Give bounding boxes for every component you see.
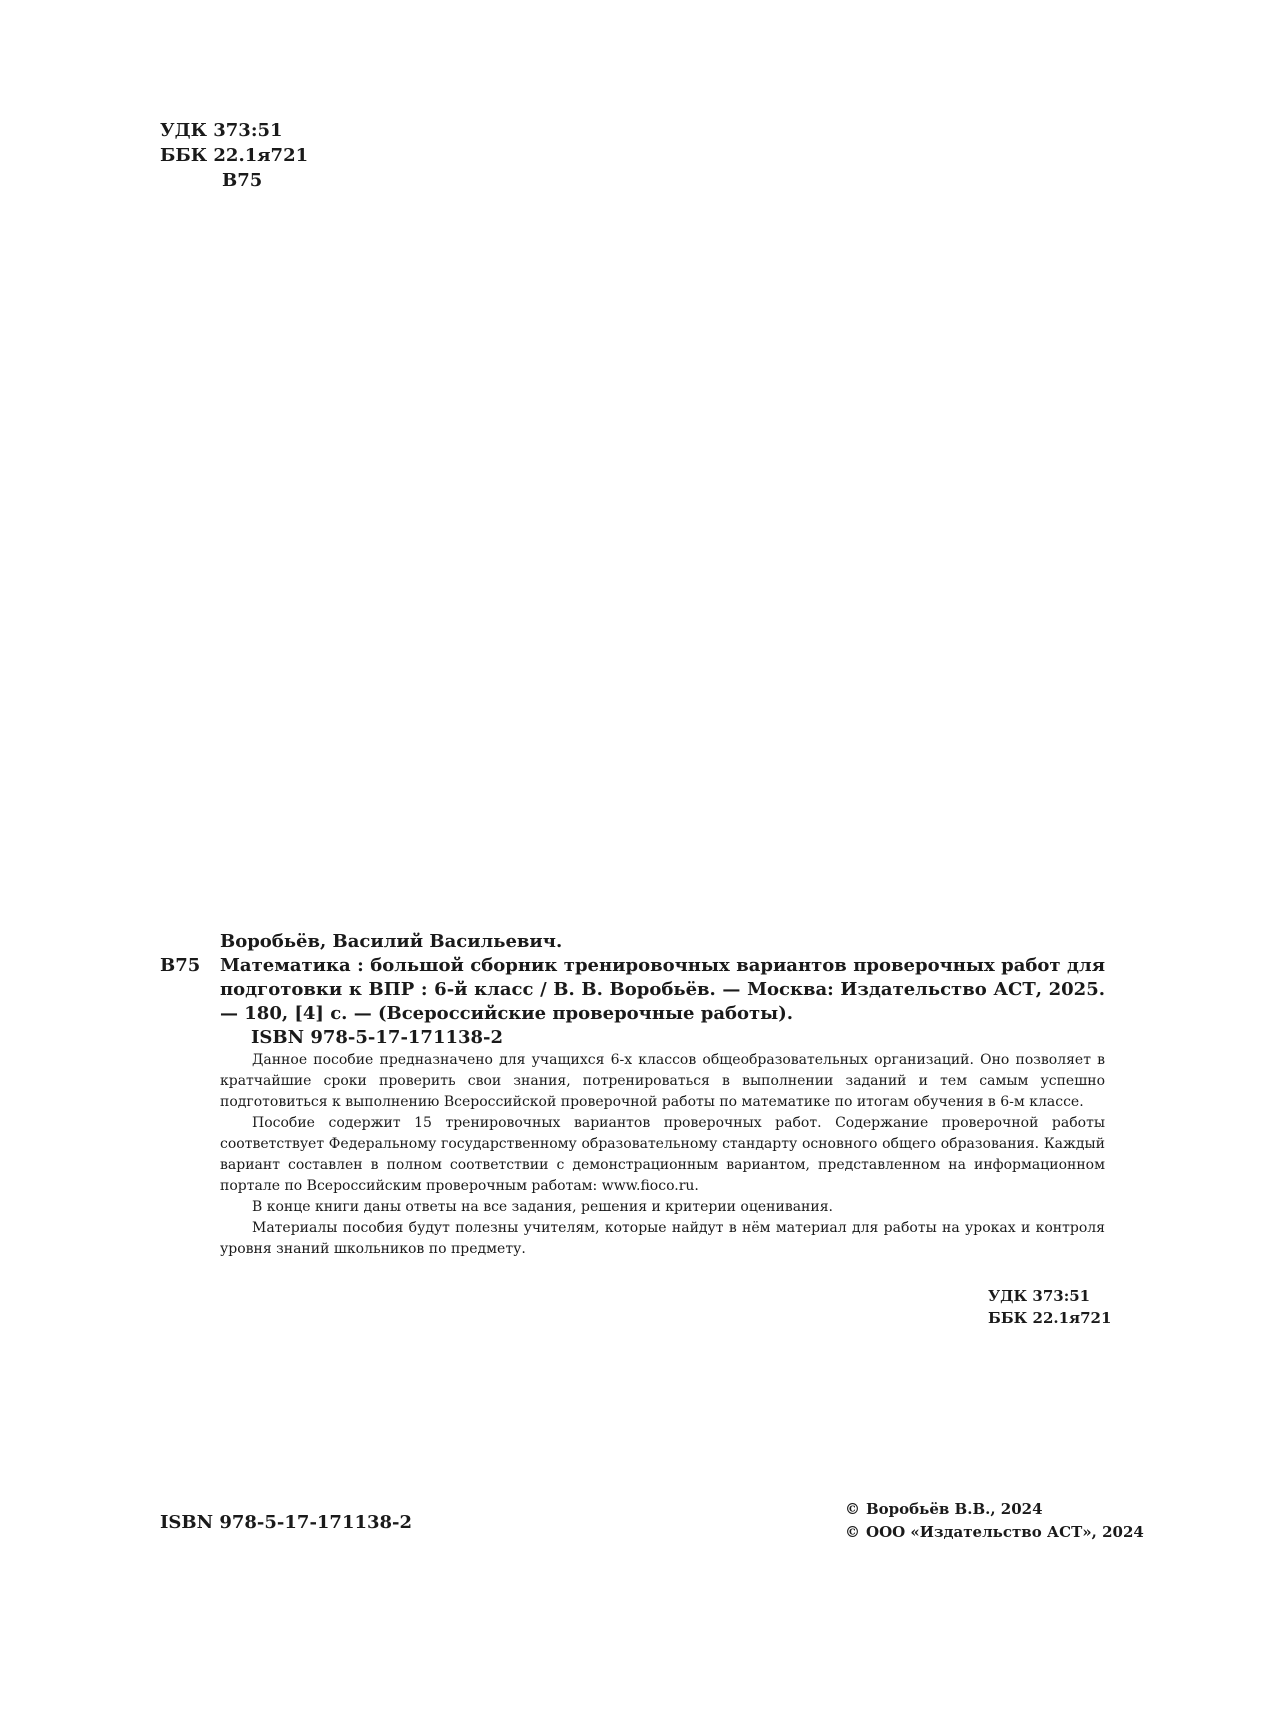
bottom-classification-codes: [988, 1285, 1111, 1329]
copyright-author-line: [845, 1498, 1144, 1521]
annotation-paragraph: Пособие содержит 15 тренировочных вариантов проверочных работ. Содержание проверочной работы соответствует Федеральному государственному образовательному стандарту основного общего образования. Каждый вариант составлен в полном соответствии с демонстрационным вариантом, представленном на информационном портале по Всероссийским проверочным работам: www.fioco.ru.: [220, 1115, 1105, 1194]
annotation: [220, 1050, 1105, 1260]
udk-code: УДК 373:51: [160, 120, 283, 141]
footer-isbn: ISBN 978-5-17-171138-2: [160, 1512, 413, 1533]
record-description: Математика : большой сборник тренировочных вариантов проверочных работ для подготовки к ВПР : 6-й класс / В. В. Воробьёв. — Москва: Издательство АСТ, 2025. — 180, [4] с. — (Всероссийские проверочные работы).: [220, 955, 1105, 1024]
classification-codes: [160, 118, 308, 193]
copyright-publisher: ООО «Издательство АСТ», 2024: [866, 1523, 1144, 1541]
copyright-publisher-line: [845, 1521, 1144, 1544]
copyright-author: Воробьёв В.В., 2024: [866, 1500, 1043, 1518]
annotation-paragraph: Материалы пособия будут полезны учителям, которые найдут в нём материал для работы на уроках и контроля уровня знаний школьников по предмету.: [220, 1220, 1105, 1257]
bbk-code: ББК 22.1я721: [160, 145, 309, 166]
bibliographic-record: [160, 930, 1105, 1050]
record-isbn: ISBN 978-5-17-171138-2: [251, 1027, 504, 1048]
copyright-block: [845, 1498, 1144, 1544]
record-entry: [160, 954, 1105, 1026]
annotation-paragraph: В конце книги даны ответы на все задания, решения и критерии оценивания.: [252, 1199, 833, 1215]
annotation-paragraph: Данное пособие предназначено для учащихся 6-х классов общеобразовательных организаций. Оно позволяет в кратчайшие сроки проверить свои знания, потренироваться в выполнении заданий и тем самым успешно подготовиться к выполнению Всероссийской проверочной работы по математике по итогам обучения в 6-м классе.: [220, 1052, 1105, 1110]
copyright-symbol: ©: [845, 1523, 860, 1541]
copyright-symbol: ©: [845, 1500, 860, 1518]
bottom-udk-code: УДК 373:51: [988, 1287, 1091, 1305]
record-author-mark: В75: [160, 955, 201, 976]
author-mark: В75: [222, 170, 263, 191]
bottom-bbk-code: ББК 22.1я721: [988, 1309, 1112, 1327]
author-heading: Воробьёв, Василий Васильевич.: [220, 931, 563, 952]
